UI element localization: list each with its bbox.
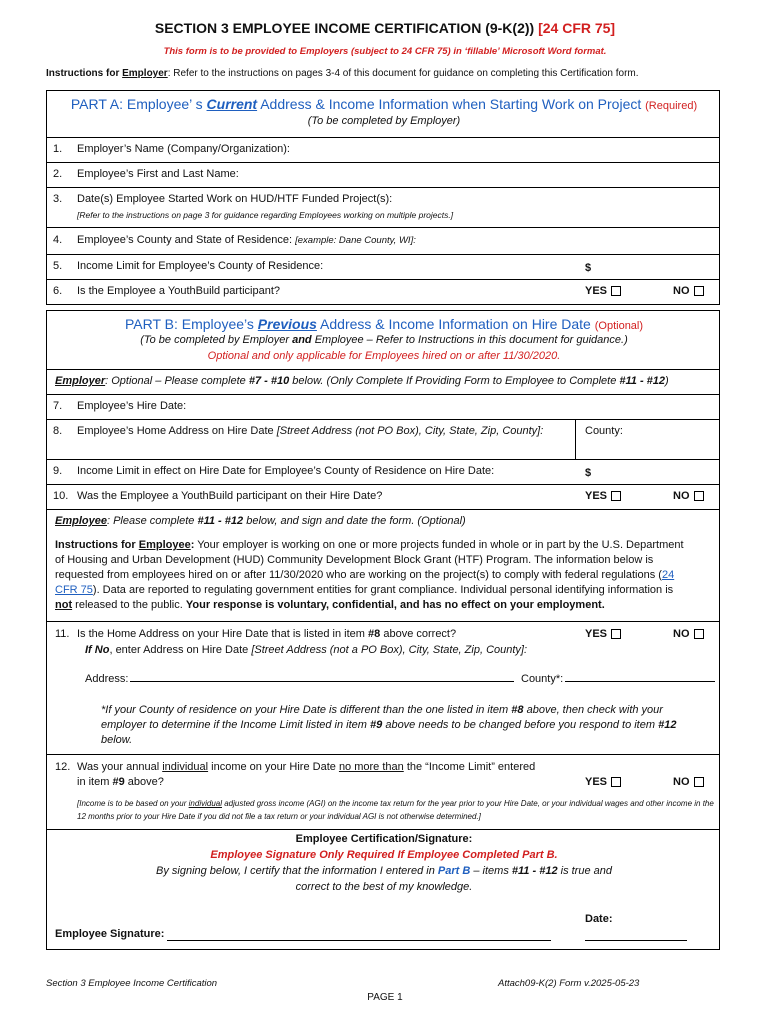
star-c: above, then check with your	[526, 704, 663, 716]
instr-label-b: Employee	[138, 539, 191, 551]
part-b-header	[46, 310, 720, 370]
item-6-label: Is the Employee a YouthBuild participant?	[77, 285, 281, 297]
cert-items: #11 - #12	[511, 865, 558, 877]
star-e: above needs to be changed before you respond to item	[385, 719, 656, 731]
item-9-num: 9.	[53, 465, 63, 477]
checkbox-icon[interactable]	[611, 286, 621, 296]
part-a-head-post: Address & Income Information when Starting Work on Project	[260, 96, 642, 112]
star-b1: #8	[511, 704, 524, 716]
title-cfr: [24 CFR 75]	[538, 20, 616, 36]
item-3-row[interactable]	[46, 188, 720, 228]
county-label: County*:	[521, 673, 564, 685]
part-b-sub1	[47, 334, 721, 346]
item-5-label: Income Limit for Employee’s County of Residence:	[77, 260, 324, 272]
q12-yes[interactable]	[585, 776, 621, 788]
item-1-row[interactable]	[46, 138, 720, 163]
star-d: employer to determine if the Income Limit listed in item	[101, 719, 367, 731]
signature-line[interactable]	[167, 940, 551, 941]
q12-yes-label: YES	[585, 776, 608, 788]
item-5-row[interactable]	[46, 255, 720, 280]
part-b-sub2: Optional and only applicable for Employees hired on or after 11/30/2020.	[207, 350, 561, 362]
instr-label-a: Instructions for	[55, 539, 136, 551]
date-line[interactable]	[585, 940, 687, 941]
part-b-sub1-a: (To be completed by Employer	[140, 334, 290, 346]
employer-label: Employer	[55, 375, 106, 387]
part-a-head-current: Current	[206, 96, 258, 112]
part-b-title	[47, 316, 721, 332]
checkbox-icon[interactable]	[611, 491, 621, 501]
q12-no-label: NO	[673, 776, 690, 788]
part-a-head-pre: PART A: Employee’ s	[70, 96, 203, 112]
county-line[interactable]	[565, 681, 715, 682]
item-8-label: Employee’s Home Address on Hire Date	[77, 425, 274, 437]
q11-star-note	[101, 703, 701, 748]
part-a-required: (Required)	[645, 100, 698, 112]
checkbox-icon[interactable]	[694, 777, 704, 787]
item-2-label: Employee’s First and Last Name:	[77, 168, 239, 180]
q12-note	[77, 797, 717, 823]
instr-line-4: ). Data are reported to regulating government entities for grant compliance. Individual personal identifying information is	[92, 584, 674, 596]
instr-text: : Refer to the instructions on pages 3-4 of this document for guidance on completing this Certification form.	[167, 68, 639, 79]
star-b3: #12	[658, 719, 677, 731]
instr-not: not	[55, 599, 73, 611]
item-9-dollar: $	[585, 467, 592, 479]
item-9-row[interactable]	[46, 460, 720, 485]
checkbox-icon[interactable]	[694, 286, 704, 296]
checkbox-icon[interactable]	[694, 491, 704, 501]
checkbox-icon[interactable]	[611, 777, 621, 787]
item-5-num: 5.	[53, 260, 63, 272]
item-10-no-label: NO	[673, 490, 690, 502]
cert-red-line: Employee Signature Only Required If Employee Completed Part B.	[210, 849, 558, 861]
q11-item-8: #8	[368, 628, 381, 640]
cfr-link-part1[interactable]: 24	[661, 569, 675, 581]
cert-line1b: – items	[473, 865, 509, 877]
county-field[interactable]	[521, 673, 715, 685]
item-2-row[interactable]	[46, 163, 720, 188]
q12-a: Was your annual	[77, 761, 160, 773]
star-a: *If your County of residence on your Hire Date is different than the one listed in item	[101, 704, 509, 716]
employee-items: #11 - #12	[197, 515, 244, 527]
part-b-head-pre: PART B: Employee’s	[124, 316, 254, 332]
form-title	[0, 20, 770, 36]
address-field[interactable]	[85, 673, 514, 685]
part-b-employer-note	[46, 370, 720, 395]
signature-label: Employee Signature:	[55, 928, 165, 940]
cert-line1c: is true and	[560, 865, 612, 877]
employer-text-a: : Optional – Please complete	[105, 375, 246, 387]
employee-instructions-text: Instructions for Employee: Your employer is working on one or more projects funded in whole or in part by the U.S. Department of Housing and Urban Development (HUD) Community Development Block Grant (HTF) Program. The information below is requested from employees hired on or after 11/30/2020 who are working on the project(s) to comply with federal regulations (24 CFR 75). Data are reported to regulating government entities for grant compliance. Individual personal identifying information is not released to the public. Your response is voluntary, confidential, and has no effect on your employment.	[55, 538, 713, 613]
item-8-divider	[575, 420, 576, 459]
part-b-optional: (Optional)	[594, 320, 644, 332]
q12-individual: individual	[162, 761, 209, 773]
q12-c: the “Income Limit” entered	[406, 761, 536, 773]
item-3-note: [Refer to the instructions on page 3 for guidance regarding Employees working on multiple projects.]	[77, 210, 454, 220]
employee-text-a: : Please complete	[106, 515, 195, 527]
date-label: Date:	[585, 913, 613, 925]
item-6-num: 6.	[53, 285, 63, 297]
question-12-box	[46, 755, 720, 830]
item-4-row[interactable]	[46, 228, 720, 255]
cert-title: Employee Certification/Signature:	[295, 833, 473, 845]
instr-line-5a: released to the public.	[75, 599, 183, 611]
q12-note-b: adjusted gross income (AGI) on the income tax return for the year prior to your Hire Date, or your individual wages	[224, 799, 628, 808]
cert-line-1	[47, 865, 721, 877]
item-9-label: Income Limit in effect on Hire Date for Employee’s County of Residence on Hire Date:	[77, 465, 495, 477]
employee-text-b: below, and sign and date the form. (Optional)	[246, 515, 466, 527]
q12-note-c: and other income in the 12 months prior to your Hire Date if you did not file a tax return or your individual AGI is not otherwise determined.]	[77, 799, 714, 821]
item-2-num: 2.	[53, 168, 63, 180]
instr-line-5b: Your response is voluntary, confidential, and has no effect on your employment.	[185, 599, 605, 611]
item-4-label: Employee’s County and State of Residence:	[77, 234, 293, 246]
footer-left: Section 3 Employee Income Certification	[46, 978, 218, 989]
star-b2: #9	[370, 719, 383, 731]
item-6-yes-label: YES	[585, 285, 608, 297]
employer-text-c: )	[665, 375, 669, 387]
q11-yes[interactable]	[585, 628, 621, 640]
instr-line-3: requested from employees hired on or after 11/30/2020 who are working on the project(s) to comply with federal regulations (	[55, 569, 662, 581]
item-4-example: [example: Dane County, WI]:	[295, 235, 416, 246]
item-10-no[interactable]	[673, 490, 704, 502]
q11-if-no-note: [Street Address (not a PO Box), City, State, Zip, County]:	[251, 644, 528, 656]
part-a-header	[46, 90, 720, 138]
part-b-sub1-b: Employee – Refer to Instructions in this document for guidance.)	[314, 334, 628, 346]
item-8-county[interactable]: County:	[585, 425, 623, 437]
item-10-yes[interactable]	[585, 490, 621, 502]
part-b-sub1-and: and	[292, 334, 312, 346]
q12-note-a: [Income is to be based on your	[77, 799, 187, 808]
q11-no[interactable]	[673, 628, 704, 640]
q11-if-no-text: , enter Address on Hire Date	[109, 644, 249, 656]
employee-note	[55, 515, 466, 527]
employer-items-7-10: #7 - #10	[248, 375, 290, 387]
q12-b: income on your Hire Date	[211, 761, 336, 773]
item-10-yes-label: YES	[585, 490, 608, 502]
q12-note-individual: individual	[188, 799, 222, 808]
item-8-num: 8.	[53, 425, 63, 437]
address-label: Address:	[85, 673, 129, 685]
part-a-title	[47, 96, 721, 112]
item-3-num: 3.	[53, 193, 63, 205]
star-f: below.	[101, 734, 133, 746]
item-6-row	[46, 280, 720, 305]
q11-if-no: If No	[85, 644, 110, 656]
item-7-num: 7.	[53, 400, 63, 412]
item-6-yes[interactable]	[585, 285, 621, 297]
cert-line1a: By signing below, I certify that the information I entered in	[156, 865, 435, 877]
part-b-head-post: Address & Income Information on Hire Date	[320, 316, 591, 332]
checkbox-icon[interactable]	[694, 629, 704, 639]
employer-instructions	[46, 68, 639, 79]
page-number: PAGE 1	[367, 992, 403, 1003]
q12-no[interactable]	[673, 776, 704, 788]
item-6-no-label: NO	[673, 285, 690, 297]
part-b-head-previous: Previous	[257, 316, 317, 332]
employee-label: Employee	[55, 515, 107, 527]
q11-num: 11.	[55, 628, 70, 640]
part-a-sub: (To be completed by Employer)	[307, 115, 461, 127]
q12-no-more-than: no more than	[338, 761, 404, 773]
q12-d: in item	[77, 776, 110, 788]
cert-line-2: correct to the best of my knowledge.	[295, 881, 473, 893]
address-line[interactable]	[130, 681, 514, 682]
employer-items-11-12: #11 - #12	[619, 375, 666, 387]
item-7-label: Employee’s Hire Date:	[77, 400, 187, 412]
cert-part-b: Part B	[437, 865, 471, 877]
instr-line-2: of Housing and Urban Development (HUD) Community Development Block Grant (HTF) Program. The information below is	[55, 554, 654, 566]
item-3-label: Date(s) Employee Started Work on HUD/HTF Funded Project(s):	[77, 193, 393, 205]
item-10-num: 10.	[53, 490, 69, 502]
q11-no-label: NO	[673, 628, 690, 640]
item-10-row	[46, 485, 720, 510]
employer-text-b: below. (Only Complete If Providing Form to Employee to Complete	[292, 375, 617, 387]
item-10-label: Was the Employee a YouthBuild participant on their Hire Date?	[77, 490, 383, 502]
instr-line-1: Your employer is working on one or more projects funded in whole or in part by the U.S. Department	[197, 539, 684, 551]
q11-yes-label: YES	[585, 628, 608, 640]
footer-right: Attach09-K(2) Form v.2025-05-23	[498, 978, 640, 989]
q12-num: 12.	[55, 761, 71, 773]
item-8-row[interactable]	[46, 420, 720, 460]
item-4-num: 4.	[53, 234, 63, 246]
q12-item-9: #9	[112, 776, 125, 788]
checkbox-icon[interactable]	[611, 629, 621, 639]
q11-label2: above correct?	[383, 628, 457, 640]
instr-prefix: Instructions for	[46, 68, 120, 79]
instr-employer: Employer	[122, 68, 168, 79]
item-7-row[interactable]	[46, 395, 720, 420]
q11-label: Is the Home Address on your Hire Date that is listed in item	[77, 628, 365, 640]
cfr-link-part2[interactable]: CFR 75	[55, 584, 93, 596]
employee-instructions-box	[46, 510, 720, 622]
item-1-num: 1.	[53, 143, 63, 155]
item-1-label: Employer’s Name (Company/Organization):	[77, 143, 290, 155]
q12-e: above?	[127, 776, 164, 788]
title-main: SECTION 3 EMPLOYEE INCOME CERTIFICATION (9-K(2))	[154, 20, 535, 36]
certification-box	[46, 830, 720, 950]
item-6-no[interactable]	[673, 285, 704, 297]
question-11-box	[46, 622, 720, 755]
item-5-dollar: $	[585, 262, 592, 274]
form-subtitle: This form is to be provided to Employers (subject to 24 CFR 75) in ‘fillable’ Microsoft Word format.	[163, 46, 607, 57]
item-8-note: [Street Address (not PO Box), City, State, Zip, County]:	[276, 425, 544, 437]
